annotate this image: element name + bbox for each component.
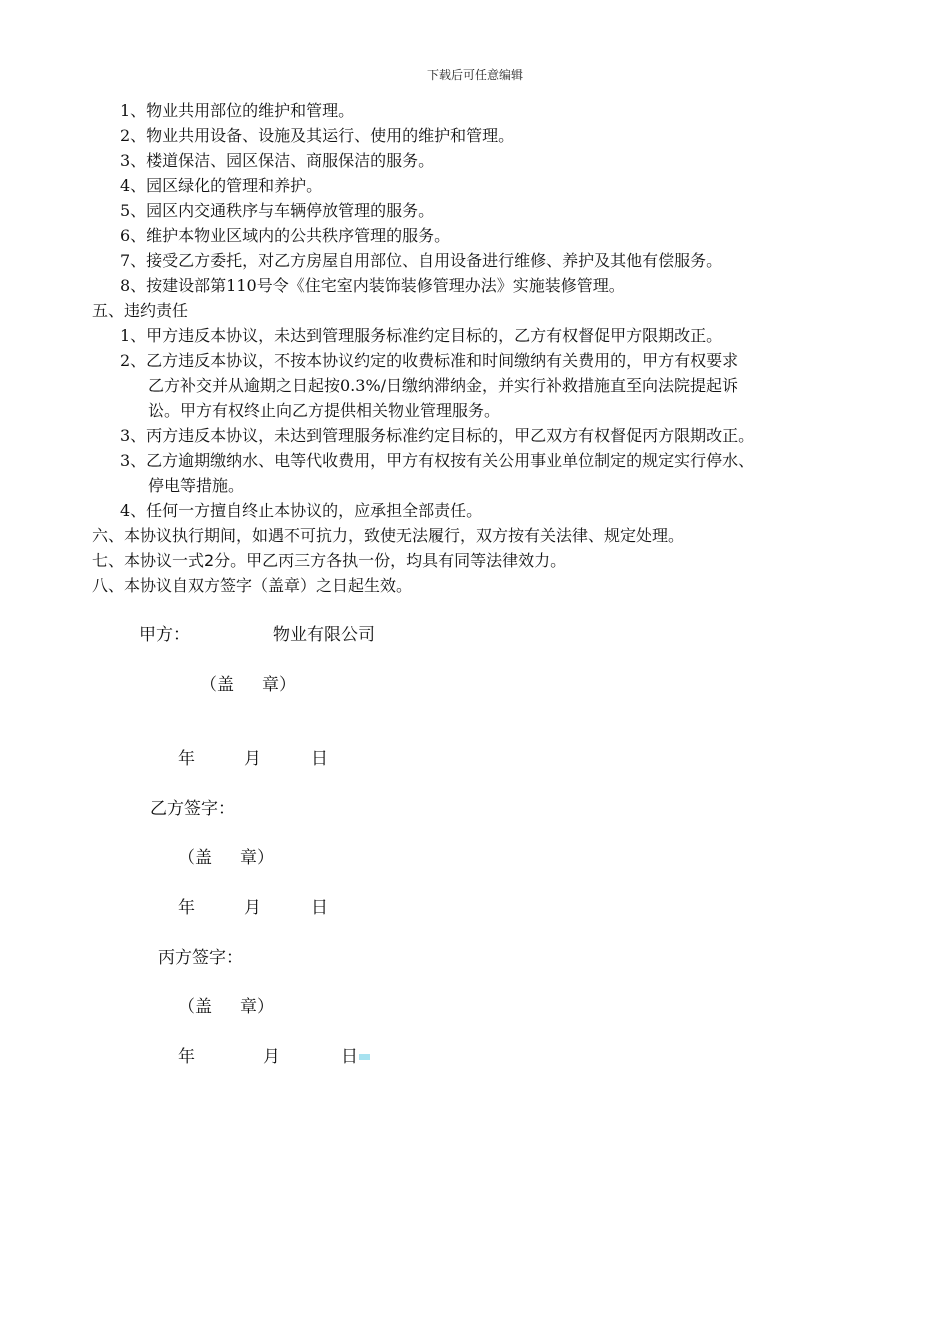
party-a-label: 甲方： (139, 625, 190, 645)
list-item: 7、接受乙方委托，对乙方房屋自用部位、自用设备进行维修、养护及其他有偿服务。 (120, 251, 723, 270)
list-item: 3、丙方违反本协议，未达到管理服务标准约定目标的，甲乙双方有权督促丙方限期改正。 (120, 426, 755, 445)
seal-placeholder: （盖 章） (178, 848, 274, 868)
list-item: 3、乙方逾期缴纳水、电等代收费用，甲方有权按有关公用事业单位制定的规定实行停水、 (120, 451, 755, 470)
list-item-continuation: 乙方补交并从逾期之日起按0.3%/日缴纳滞纳金，并实行补救措施直至向法院提起诉 (148, 376, 739, 395)
selection-marker (359, 1054, 370, 1060)
page-header: 下载后可任意编辑 (426, 68, 523, 82)
clause: 八、本协议自双方签字（盖章）之日起生效。 (92, 576, 413, 595)
list-item: 1、甲方违反本协议，未达到管理服务标准约定目标的，乙方有权督促甲方限期改正。 (120, 326, 723, 345)
date-month: 月 (244, 749, 261, 769)
list-item: 6、维护本物业区域内的公共秩序管理的服务。 (120, 226, 451, 245)
list-item: 4、任何一方擅自终止本协议的，应承担全部责任。 (120, 501, 483, 520)
date-year: 年 (178, 898, 195, 918)
list-item-continuation: 停电等措施。 (148, 476, 245, 495)
party-a-company: 物业有限公司 (273, 625, 375, 645)
list-item: 5、园区内交通秩序与车辆停放管理的服务。 (120, 201, 435, 220)
date-day-with-cursor: 日 (341, 1047, 370, 1067)
seal-placeholder: （盖 章） (200, 675, 296, 695)
date-day: 日 (311, 749, 328, 769)
section-heading: 五、违约责任 (92, 301, 189, 320)
list-item: 8、按建设部第110号令《住宅室内装饰装修管理办法》实施装修管理。 (120, 276, 625, 295)
list-item: 4、园区绿化的管理和养护。 (120, 176, 323, 195)
list-item: 2、物业共用设备、设施及其运行、使用的维护和管理。 (120, 126, 515, 145)
clause: 六、本协议执行期间，如遇不可抗力，致使无法履行，双方按有关法律、规定处理。 (92, 526, 685, 545)
date-month: 月 (263, 1047, 280, 1067)
date-month: 月 (244, 898, 261, 918)
list-item-continuation: 讼。甲方有权终止向乙方提供相关物业管理服务。 (148, 401, 501, 420)
party-c-label: 丙方签字： (158, 948, 243, 968)
list-item: 2、乙方违反本协议，不按本协议约定的收费标准和时间缴纳有关费用的，甲方有权要求 (120, 351, 739, 370)
list-item: 3、楼道保洁、园区保洁、商服保洁的服务。 (120, 151, 435, 170)
date-day: 日 (311, 898, 328, 918)
list-item: 1、物业共用部位的维护和管理。 (120, 101, 355, 120)
seal-placeholder: （盖 章） (178, 997, 274, 1017)
clause: 七、本协议一式2分。甲乙丙三方各执一份，均具有同等法律效力。 (92, 551, 567, 570)
party-b-label: 乙方签字： (150, 799, 235, 819)
date-year: 年 (178, 749, 195, 769)
date-year: 年 (178, 1047, 195, 1067)
